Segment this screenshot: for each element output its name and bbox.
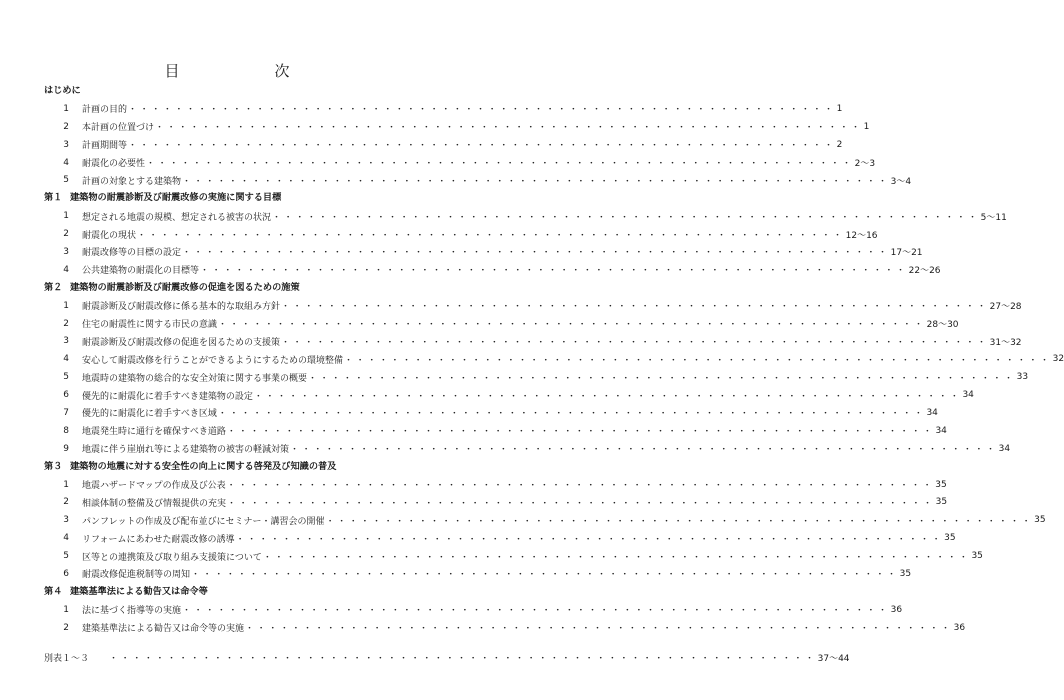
entry-text: 計画期間等 <box>82 141 128 152</box>
dot-leader: ・・・・・・・・・・・・・・・・・・・・・・・・・・・・・・・・・・・・・・・・・・・・・・・・・・・・・・・・・・・・・ <box>272 212 980 223</box>
toc-entry <box>44 422 947 440</box>
toc-entry <box>44 547 983 565</box>
entry-text: 耐震化の現状 <box>82 230 137 241</box>
entry-page: 22～26 <box>908 266 941 277</box>
entry-number: 2 <box>63 318 69 329</box>
entry-text: 地震ハザードマップの作成及び公表 <box>82 481 226 492</box>
dot-leader: ・・・・・・・・・・・・・・・・・・・・・・・・・・・・・・・・・・・・・・・・・・・・・・・・・・・・・・・・・・・・・ <box>217 409 926 420</box>
toc-entry <box>44 619 966 637</box>
toc-entry <box>44 225 878 243</box>
entry-page: 34 <box>926 407 938 418</box>
dot-leader: ・・・・・・・・・・・・・・・・・・・・・・・・・・・・・・・・・・・・・・・・・・・・・・・・・・・・・・・・・・・・・ <box>128 105 836 116</box>
toc-entry <box>44 243 923 261</box>
entry-page: 2～3 <box>854 159 876 169</box>
toc-entry <box>44 368 1029 386</box>
entry-text: パンフレットの作成及び配布並びにセミナー・講習会の開催 <box>82 516 325 527</box>
entry-number: 1 <box>63 300 69 311</box>
entry-page: 1 <box>836 103 843 114</box>
dot-leader: ・・・・・・・・・・・・・・・・・・・・・・・・・・・・・・・・・・・・・・・・・・・・・・・・・・・・・・・・・・・・・ <box>227 498 935 509</box>
entry-number: 4 <box>63 533 69 544</box>
dot-leader: ・・・・・・・・・・・・・・・・・・・・・・・・・・・・・・・・・・・・・・・・・・・・・・・・・・・・・・・・・・・・・ <box>253 391 962 402</box>
dot-leader: ・・・・・・・・・・・・・・・・・・・・・・・・・・・・・・・・・・・・・・・・・・・・・・・・・・・・・・・・・・・・・ <box>325 516 1034 527</box>
entry-page: 36 <box>953 622 966 633</box>
entry-number: 5 <box>63 175 69 186</box>
entry-number: 6 <box>63 568 69 579</box>
entry-number: 4 <box>63 157 69 168</box>
section-number: 第１ <box>44 192 63 204</box>
entry-number: 2 <box>63 497 69 508</box>
entry-text: 耐震改修等の目標の設定 <box>82 248 182 259</box>
entry-page: 35 <box>971 551 983 562</box>
appendix-entry <box>44 649 850 667</box>
entry-text: 優先的に耐震化に着手すべき建築物の設定 <box>82 391 253 402</box>
entry-page: 31～32 <box>989 337 1022 348</box>
entry-page: 1 <box>863 121 870 132</box>
dot-leader: ・・・・・・・・・・・・・・・・・・・・・・・・・・・・・・・・・・・・・・・・・・・・・・・・・・・・・・・・・・・・・ <box>262 552 971 563</box>
dot-leader: ・・・・・・・・・・・・・・・・・・・・・・・・・・・・・・・・・・・・・・・・・・・・・・・・・・・・・・・・・・・・・ <box>155 123 863 134</box>
section-number: 第３ <box>44 460 63 472</box>
entry-number: 5 <box>63 372 69 383</box>
section-title: 建築物の耐震診断及び耐震改修の実施に関する目標 <box>70 192 282 204</box>
dot-leader: ・・・・・・・・・・・・・・・・・・・・・・・・・・・・・・・・・・・・・・・・・・・・・・・・・・・・・・・・・・・・・ <box>281 302 989 313</box>
entry-number: 4 <box>63 264 69 275</box>
entry-number: 2 <box>63 121 69 132</box>
entry-text: 本計画の位置づけ <box>82 123 155 134</box>
entry-number: 3 <box>63 336 69 347</box>
toc-entry <box>44 529 956 547</box>
intro-heading: はじめに <box>44 85 81 96</box>
section-title: 建築物の耐震診断及び耐震改修の促進を図るための施策 <box>70 281 300 293</box>
entry-text: 法に基づく指導等の実施 <box>82 606 182 617</box>
section-number: 第２ <box>44 281 63 293</box>
entry-page: 33 <box>1016 372 1029 383</box>
entry-page: 35 <box>1034 515 1046 526</box>
toc-entry <box>44 440 1011 458</box>
entry-number: 1 <box>63 479 69 490</box>
entry-page: 36 <box>890 604 903 615</box>
page-title: 目 次 <box>164 62 330 80</box>
dot-leader: ・・・・・・・・・・・・・・・・・・・・・・・・・・・・・・・・・・・・・・・・・・・・・・・・・・・・・・・・・・・・・ <box>182 176 890 187</box>
toc-entry <box>44 297 1022 315</box>
entry-text: 住宅の耐震性に関する市民の意識 <box>82 320 218 331</box>
entry-number: 8 <box>63 425 69 436</box>
toc-entry <box>44 404 938 422</box>
dot-leader: ・・・・・・・・・・・・・・・・・・・・・・・・・・・・・・・・・・・・・・・・・・・・・・・・・・・・・・・・・・・・・ <box>235 534 944 545</box>
entry-text: 耐震診断及び耐震改修の促進を図るための支援策 <box>82 337 281 348</box>
dot-leader: ・・・・・・・・・・・・・・・・・・・・・・・・・・・・・・・・・・・・・・・・・・・・・・・・・・・・・・・・・・・・・ <box>146 159 854 169</box>
entry-number: 3 <box>63 515 69 526</box>
entry-text: 想定される地震の規模、想定される被害の状況 <box>82 212 272 223</box>
entry-text: 公共建築物の耐震化の目標等 <box>82 266 200 277</box>
entry-text: 地震発生時に通行を確保すべき道路 <box>82 427 226 438</box>
entry-number: 3 <box>63 139 69 150</box>
toc-entry <box>44 118 870 136</box>
sections <box>44 189 1064 636</box>
dot-leader: ・・・・・・・・・・・・・・・・・・・・・・・・・・・・・・・・・・・・・・・・・・・・・・・・・・・・・・・・・・・・・ <box>290 445 998 456</box>
entry-number: 9 <box>63 443 69 454</box>
toc-entry <box>44 493 948 511</box>
section-heading <box>44 458 446 476</box>
dot-leader: ・・・・・・・・・・・・・・・・・・・・・・・・・・・・・・・・・・・・・・・・・・・・・・・・・・・・・・・・・・・・・ <box>226 481 935 492</box>
dot-leader: ・・・・・・・・・・・・・・・・・・・・・・・・・・・・・・・・・・・・・・・・・・・・・・・・・・・・・・・・・・・・・ <box>137 230 845 241</box>
entry-text: 相談体制の整備及び情報提供の充実 <box>82 498 227 509</box>
entry-number: 7 <box>63 407 69 418</box>
entry-number: 1 <box>63 604 69 615</box>
toc-entry <box>44 100 843 118</box>
entry-text: 耐震化の必要性 <box>82 159 146 169</box>
entry-page: 2 <box>836 139 843 150</box>
section-number: 第４ <box>44 585 63 597</box>
toc-entry <box>44 601 903 619</box>
entry-page: 35 <box>935 497 948 508</box>
dot-leader: ・・・・・・・・・・・・・・・・・・・・・・・・・・・・・・・・・・・・・・・・・・・・・・・・・・・・・・・・・・・・・ <box>200 266 908 277</box>
entry-page: 32 <box>1052 354 1064 365</box>
entry-text: 優先的に耐震化に着手すべき区域 <box>82 409 217 420</box>
section-title: 建築基準法による勧告又は命令等 <box>70 585 208 597</box>
entry-page: 27～28 <box>989 302 1022 313</box>
dot-leader: ・・・・・・・・・・・・・・・・・・・・・・・・・・・・・・・・・・・・・・・・・・・・・・・・・・・・・・・・・・・・・ <box>218 320 926 331</box>
entry-text: 地震に伴う崖崩れ等による建築物の被害の軽減対策 <box>82 445 290 456</box>
entry-text: 地震時の建築物の総合的な安全対策に関する事業の概要 <box>82 373 308 384</box>
dot-leader: ・・・・・・・・・・・・・・・・・・・・・・・・・・・・・・・・・・・・・・・・・・・・・・・・・・・・・・・・・・・・・ <box>182 606 890 617</box>
entry-number: 4 <box>63 354 69 365</box>
entry-text: 耐震改修促進税制等の周知 <box>82 570 191 581</box>
toc-entry <box>44 154 876 172</box>
dot-leader: ・・・・・・・・・・・・・・・・・・・・・・・・・・・・・・・・・・・・・・・・・・・・・・・・・・・・・・・・・・・・・ <box>191 570 899 581</box>
entry-page: 34 <box>998 443 1011 454</box>
toc-entry <box>44 315 959 333</box>
entry-page: 5～11 <box>980 212 1007 223</box>
section-heading <box>44 583 446 601</box>
entry-page: 3～4 <box>890 176 912 187</box>
toc-entry <box>44 350 1064 368</box>
entry-text: リフォームにあわせた耐震改修の誘導 <box>82 534 235 545</box>
entry-number: 1 <box>63 103 69 114</box>
dot-leader: ・・・・・・・・・・・・・・・・・・・・・・・・・・・・・・・・・・・・・・・・・・・・・・・・・・・・・・・・・・・・・ <box>344 355 1052 366</box>
dot-leader: ・・・・・・・・・・・・・・・・・・・・・・・・・・・・・・・・・・・・・・・・・・・・・・・・・・・・・・・・・・・・・ <box>281 337 989 348</box>
section-title: 建築物の地震に対する安全性の向上に関する啓発及び知識の普及 <box>70 460 337 472</box>
entry-text: 区等との連携策及び取り組み支援策について <box>82 552 262 563</box>
entry-page: 35 <box>944 533 956 544</box>
toc-entry <box>44 171 912 189</box>
entry-text: 建築基準法による勧告又は命令等の実施 <box>82 624 245 635</box>
entry-text: 安心して耐震改修を行うことができるようにするための環境整備 <box>82 355 344 366</box>
entry-number: 2 <box>63 622 69 633</box>
entry-number: 1 <box>63 211 69 222</box>
entry-text: 計画の対象とする建築物 <box>82 176 182 187</box>
section-heading <box>44 279 446 297</box>
entry-page: 12～16 <box>845 230 878 241</box>
toc-entry <box>44 511 1046 529</box>
dot-leader: ・・・・・・・・・・・・・・・・・・・・・・・・・・・・・・・・・・・・・・・・・・・・・・・・・・・・・・・・・・・・・ <box>308 373 1016 384</box>
entry-page: 34 <box>935 425 947 436</box>
section-heading <box>44 189 446 207</box>
toc-entry <box>44 476 947 494</box>
toc-entry <box>44 565 912 583</box>
intro-list <box>44 100 912 189</box>
dot-leader: ・・・・・・・・・・・・・・・・・・・・・・・・・・・・・・・・・・・・・・・・・・・・・・・・・・・・・・・・・・・・・ <box>109 654 817 665</box>
appendix-page: 37～44 <box>817 654 850 665</box>
toc-entry <box>44 386 974 404</box>
toc-entry <box>44 207 1007 225</box>
toc-entry <box>44 332 1022 350</box>
entry-number: 5 <box>63 551 69 562</box>
dot-leader: ・・・・・・・・・・・・・・・・・・・・・・・・・・・・・・・・・・・・・・・・・・・・・・・・・・・・・・・・・・・・・ <box>245 624 953 635</box>
entry-number: 2 <box>63 229 69 240</box>
table-of-contents <box>44 82 1064 667</box>
dot-leader: ・・・・・・・・・・・・・・・・・・・・・・・・・・・・・・・・・・・・・・・・・・・・・・・・・・・・・・・・・・・・・ <box>182 248 890 259</box>
entry-page: 34 <box>962 390 974 401</box>
entry-text: 計画の目的 <box>82 105 128 116</box>
entry-page: 17～21 <box>890 248 923 259</box>
entry-page: 35 <box>899 568 912 579</box>
entry-number: 3 <box>63 246 69 257</box>
entry-text: 耐震診断及び耐震改修に係る基本的な取組み方針 <box>82 302 281 313</box>
toc-entry <box>44 261 941 279</box>
toc-entry <box>44 136 843 154</box>
dot-leader: ・・・・・・・・・・・・・・・・・・・・・・・・・・・・・・・・・・・・・・・・・・・・・・・・・・・・・・・・・・・・・ <box>226 427 935 438</box>
entry-page: 35 <box>935 479 947 490</box>
entry-number: 6 <box>63 390 69 401</box>
entry-page: 28～30 <box>926 320 959 331</box>
appendix-text: 別表１～３ <box>44 654 90 665</box>
dot-leader: ・・・・・・・・・・・・・・・・・・・・・・・・・・・・・・・・・・・・・・・・・・・・・・・・・・・・・・・・・・・・・ <box>128 141 836 152</box>
